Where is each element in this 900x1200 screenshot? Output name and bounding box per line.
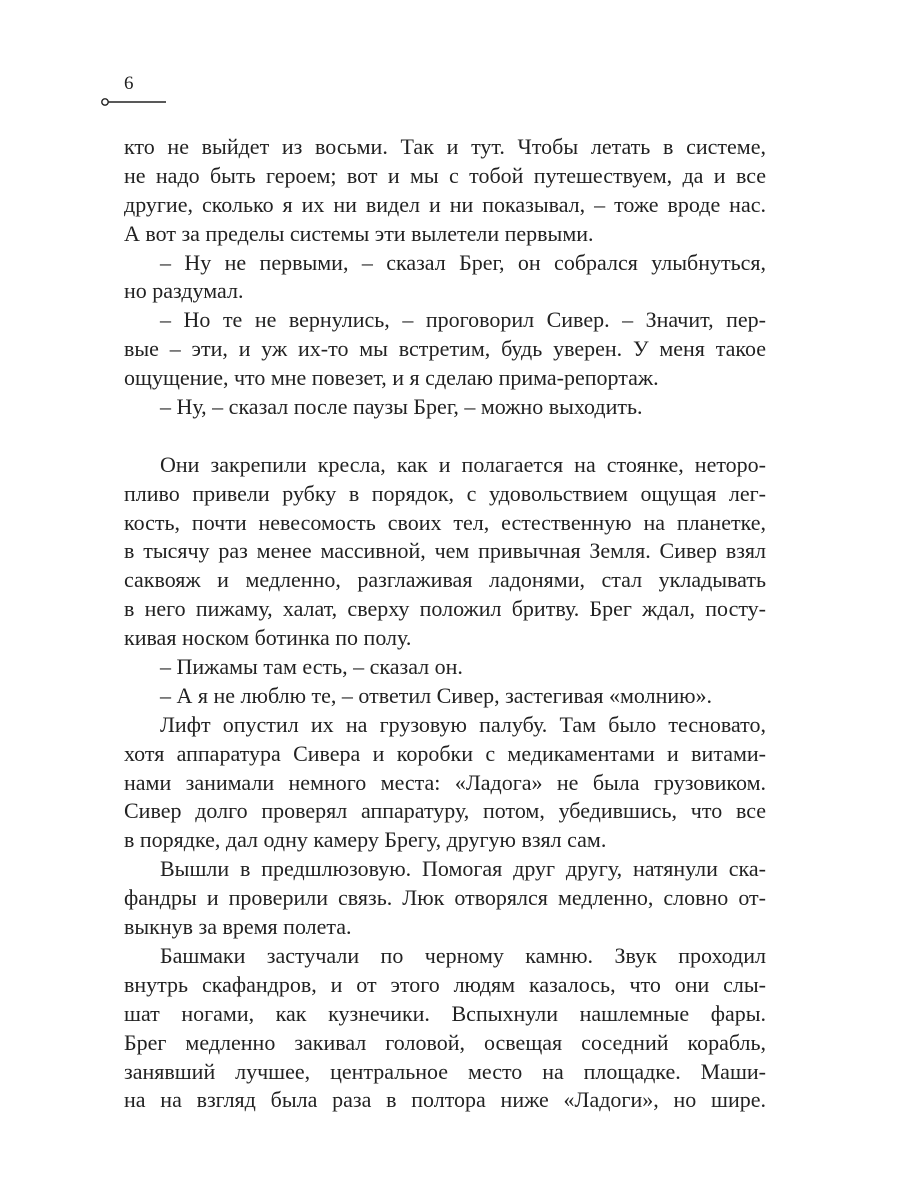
text-line: Брег медленно закивал головой, освещая соседний корабль, bbox=[124, 1029, 766, 1055]
text-line: А вот за пределы системы эти вылетели первыми. bbox=[124, 220, 594, 246]
text-line: Сивер долго проверял аппаратуру, потом, убедившись, что все bbox=[124, 798, 766, 824]
section-break bbox=[124, 422, 766, 451]
text-line: другие, сколько я их ни видел и ни показывал, – тоже вроде нас. bbox=[124, 191, 766, 217]
text-line: – Ну не первыми, – сказал Брег, он собрался улыбнуться, bbox=[160, 249, 766, 275]
text-line: кивая носком ботинка по полу. bbox=[124, 625, 412, 651]
text-line: Вышли в предшлюзовую. Помогая друг другу, натянули ска- bbox=[160, 856, 766, 882]
body-text bbox=[124, 133, 766, 1115]
text-line: шат ногами, как кузнечики. Вспыхнули нашлемные фары. bbox=[124, 1000, 766, 1026]
text-line: нами занимали немного места: «Ладога» не была грузовиком. bbox=[124, 769, 766, 795]
text-line: фандры и проверили связь. Люк отворялся медленно, словно от- bbox=[124, 885, 766, 911]
text-line: Они закрепили кресла, как и полагается на стоянке, неторо- bbox=[160, 451, 766, 477]
text-line: в порядке, дал одну камеру Брегу, другую взял сам. bbox=[124, 827, 607, 853]
text-line: на на взгляд была раза в полтора ниже «Ладоги», но шире. bbox=[124, 1087, 766, 1113]
text-line: кость, почти невесомость своих тел, естественную на планетке, bbox=[124, 509, 766, 535]
page-number-rule bbox=[100, 95, 166, 109]
text-line: занявший лучшее, центральное место на площадке. Маши- bbox=[124, 1058, 766, 1084]
text-line: саквояж и медленно, разглаживая ладонями, стал укладывать bbox=[124, 567, 766, 593]
text-line: вые – эти, и уж их-то мы встретим, будь уверен. У меня такое bbox=[124, 336, 766, 362]
page-number: 6 bbox=[124, 73, 134, 94]
text-line: пливо привели рубку в порядок, с удовольствием ощущая лег- bbox=[124, 480, 766, 506]
text-line: – Ну, – сказал после паузы Брег, – можно выходить. bbox=[160, 394, 643, 420]
text-line: в тысячу раз менее массивной, чем привычная Земля. Сивер взял bbox=[124, 538, 766, 564]
text-line: Лифт опустил их на грузовую палубу. Там было тесновато, bbox=[160, 711, 766, 737]
text-line: кто не выйдет из восьми. Так и тут. Чтобы летать в системе, bbox=[124, 134, 766, 159]
text-line: в него пижаму, халат, сверху положил бритву. Брег ждал, посту- bbox=[124, 596, 766, 622]
text-line: ощущение, что мне повезет, и я сделаю прима-репортаж. bbox=[124, 365, 659, 391]
text-line: но раздумал. bbox=[124, 278, 244, 304]
text-line: внутрь скафандров, и от этого людям казалось, что они слы- bbox=[124, 971, 766, 997]
text-line: – А я не люблю те, – ответил Сивер, застегивая «молнию». bbox=[160, 682, 713, 708]
text-line: – Но те не вернулись, – проговорил Сивер. – Значит, пер- bbox=[160, 307, 766, 333]
text-line: не надо быть героем; вот и мы с тобой путешествуем, да и все bbox=[124, 162, 766, 188]
text-line: хотя аппаратура Сивера и коробки с медикаментами и витами- bbox=[124, 740, 766, 766]
text-line: Башмаки застучали по черному камню. Звук проходил bbox=[160, 942, 766, 968]
text-line: выкнув за время полета. bbox=[124, 914, 352, 940]
text-line: – Пижамы там есть, – сказал он. bbox=[160, 654, 463, 680]
